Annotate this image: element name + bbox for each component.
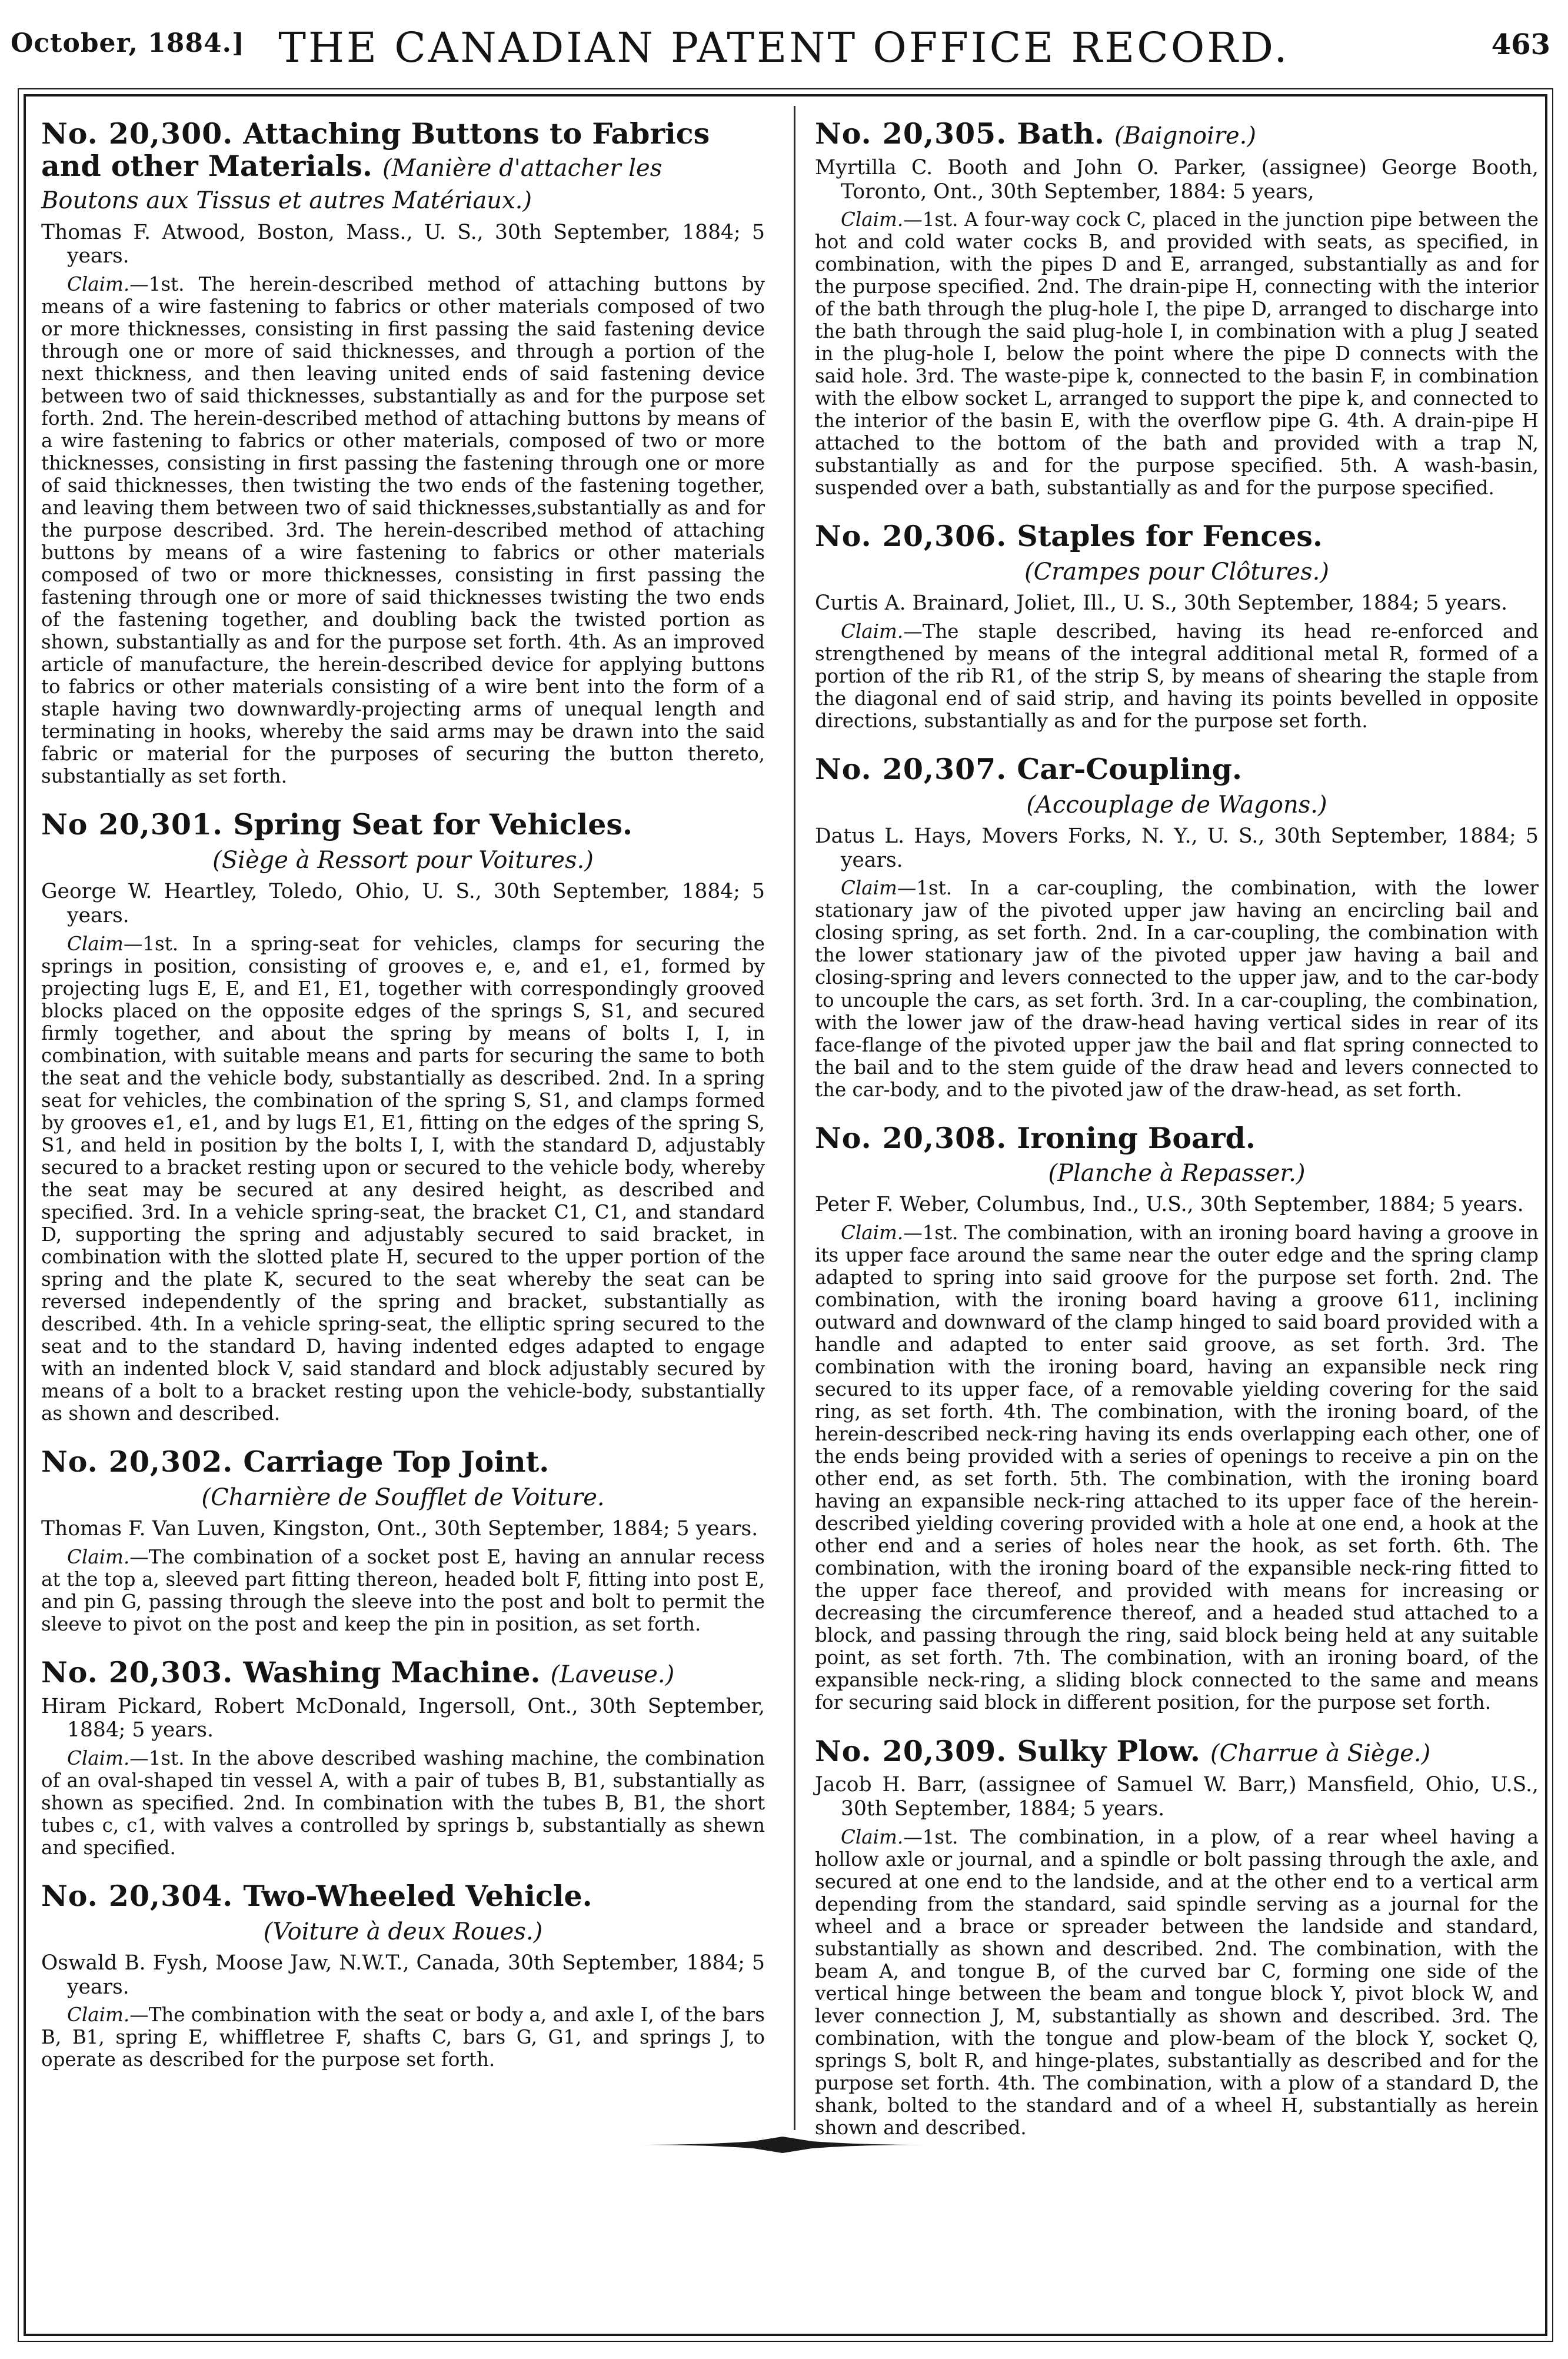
- patent-entry: [41, 1656, 765, 1859]
- claim-body: —The staple described, having its head re-enforced and strengthened by means of the integral additional metal R, formed of a portion of the rib R1, of the strip S, by means of shearing the staple from the diagonal end of said strip, and having its points bevelled in opposite directions, substantially as and for the purpose set forth.: [815, 620, 1539, 733]
- claim-label: Claim.: [841, 1222, 904, 1245]
- patent-entry: [815, 753, 1539, 1100]
- patentee: Thomas F. Atwood, Boston, Mass., U. S., 30th September, 1884; 5 years.: [41, 220, 765, 268]
- claim-text: [815, 208, 1539, 499]
- patentee: Hiram Pickard, Robert McDonald, Ingersoll, Ont., 30th September, 1884; 5 years.: [41, 1694, 765, 1742]
- claim-text: [41, 1747, 765, 1859]
- column-divider: [794, 106, 795, 2130]
- ornament-rule-icon: [635, 2133, 930, 2157]
- left-column: [41, 118, 765, 2092]
- claim-label: Claim.: [67, 1746, 130, 1769]
- french-title: (Siège à Ressort pour Voitures.): [212, 847, 594, 874]
- french-title: (Charrue à Siège.): [1210, 1739, 1431, 1767]
- patentee: Datus L. Hays, Movers Forks, N. Y., U. S., 30th September, 1884; 5 years.: [815, 824, 1539, 872]
- entry-heading: [815, 1735, 1539, 1768]
- claim-body: —1st. The combination, with an ironing board having a groove in its upper face around the same near the outer edge and the spring clamp adapted to spring into said groove for the purpose set forth. 2nd. The combination, with the ironing board having a groove 611, inclining outward and downward of the clamp hinged to said board provided with a handle and adapted to enter said groove, as set forth. 3rd. The combination with the ironing board, having an expansible neck ring secured to its upper face, of a removable yielding covering for the said ring, as set forth. 4th. The combination, with the ironing board, of the herein-described neck-ring having its ends overlapping each other, one of the ends being provided with a series of openings to receive a pin on the other end, as set forth. 5th. The combination, with the ironing board having an expansible neck-ring attached to its upper face of the herein-described yielding covering provided with a hole at one end, a hook at the other end and a series of holes near the hook, as set forth. 6th. The combination, with the ironing board of the expansible neck-ring fitted to the upper face thereof, and provided with means for increasing or decreasing the circumference thereof, and a headed stud attached to a block, and passing through the ring, said block being held at any suitable point, as set forth. 7th. The combination, with an ironing board, of the expansible neck-ring, a sliding block connected to the same and means for securing said block in different position, for the purpose set forth.: [815, 1222, 1539, 1714]
- claim-body: —1st. In the above described washing machine, the combination of an oval-shaped tin vessel A, with a pair of tubes B, B1, substantially as shown as specified. 2nd. In combination with the tubes B, B1, the short tubes c, c1, with valves a controlled by springs b, substantially as shewn and specified.: [41, 1746, 765, 1859]
- patent-title: Ironing Board.: [1017, 1120, 1256, 1155]
- claim-text: [41, 273, 765, 787]
- french-title: (Manière d'attacher les Boutons aux Tissus et autres Matériaux.): [41, 154, 663, 214]
- entry-heading: [815, 520, 1539, 553]
- patent-number: No 20,301.: [41, 807, 224, 842]
- patentee: Thomas F. Van Luven, Kingston, Ont., 30th September, 1884; 5 years.: [41, 1516, 758, 1540]
- entry-heading: [41, 118, 765, 215]
- claim-label: Claim.: [841, 1825, 904, 1848]
- patentee: Jacob H. Barr, (assignee of Samuel W. Barr,) Mansfield, Ohio, U.S., 30th September, 1884; 5 years.: [815, 1773, 1539, 1821]
- patent-entry: [41, 1446, 765, 1635]
- claim-text: [41, 933, 765, 1425]
- patent-title: Car-Coupling.: [1017, 752, 1243, 787]
- claim-label: Claim: [67, 932, 124, 955]
- french-title: (Crampes pour Clôtures.): [1024, 558, 1329, 586]
- entry-heading: [815, 118, 1539, 150]
- entry-heading: [815, 753, 1539, 786]
- entry-heading: [815, 1122, 1539, 1154]
- claim-text: [41, 2004, 765, 2071]
- claim-label: Claim.: [841, 620, 904, 643]
- claim-body: —1st. A four-way cock C, placed in the junction pipe between the hot and cold water cocks B, and provided with seats, as specified, in combination, with the pipes D and E, arranged, substantially as and for the purpose specified. 2nd. The drain-pipe H, connecting with the interior of the bath through the plug-hole I, the pipe D, arranged to discharge into the bath through the said plug-hole I, in combination with a plug J seated in the plug-hole I, below the point where the pipe D connects with the said hole. 3rd. The waste-pipe k, connected to the basin F, in combination with the elbow socket L, arranged to support the pipe k, and connected to the interior of the basin E, with the overflow pipe G. 4th. A drain-pipe H attached to the bottom of the bath and provided with a trap N, substantially as and for the purpose specified. 5th. A wash-basin, suspended over a bath, substantially as and for the purpose specified.: [815, 208, 1539, 500]
- french-title: (Laveuse.): [550, 1661, 675, 1688]
- french-title: (Accouplage de Wagons.): [1026, 791, 1327, 819]
- issue-date: October, 1884.]: [11, 28, 245, 58]
- patent-number: No. 20,308.: [815, 1120, 1007, 1155]
- entry-heading: [41, 1656, 765, 1689]
- patent-number: No. 20,307.: [815, 752, 1007, 787]
- patent-title: Carriage Top Joint.: [243, 1445, 550, 1479]
- patent-title: Washing Machine.: [243, 1655, 541, 1689]
- claim-body: —1st. The combination, in a plow, of a rear wheel having a hollow axle or journal, and a spindle or bolt passing through the axle, and secured at one end to the landside, and at the other end to a vertical arm depending from the standard, said spindle serving as a journal for the wheel and a brace or spreader between the landside and standard, substantially as shown and described. 2nd. The combination, with the beam A, and tongue B, of the curved bar C, forming one side of the vertical hinge between the beam and tongue block Y, pivot block W, and lever connection J, M, substantially as shown and described. 3rd. The combination, with the tongue and plow-beam of the block Y, socket Q, springs S, bolt R, and hinge-plates, substantially as described and for the purpose set forth. 4th. The combination, with a plow of a standard D, the shank, bolted to the standard and of a wheel H, substantially as herein shown and described.: [815, 1825, 1539, 2139]
- patent-number: No. 20,305.: [815, 117, 1007, 151]
- claim-body: —1st. In a car-coupling, the combination, with the lower stationary jaw of the pivoted upper jaw having an encircling bail and closing spring, as set forth. 2nd. In a car-coupling, the combination with the lower stationary jaw of the pivoted upper jaw having a bail and closing-spring and levers connected to the upper jaw, and to the car-body to uncouple the cars, as set forth. 3rd. In a car-coupling, the combination, with the lower jaw of the draw-head having vertical sides in rear of its face-flange of the pivoted upper jaw the bail and flat spring connected to the bail and to the stem guide of the draw head and levers connected to the car-body, and to the pivoted jaw of the draw-head, as set forth.: [815, 877, 1539, 1101]
- patent-number: No. 20,303.: [41, 1655, 234, 1689]
- french-title: (Charnière de Soufflet de Voiture.: [201, 1483, 605, 1511]
- claim-body: —1st. In a spring-seat for vehicles, clamps for securing the springs in position, consisting of grooves e, e, and e1, e1, formed by projecting lugs E, E, and E1, E1, together with correspondingly grooved blocks placed on the opposite edges of the springs S, S1, and secured firmly together, and about the spring by means of bolts I, I, in combination, with suitable means and parts for securing the same to both the seat and the vehicle body, substantially as described. 2nd. In a spring seat for vehicles, the combination of the spring S, S1, and clamps formed by grooves e1, e1, and by lugs E1, E1, fitting on the edges of the spring S, S1, and held in position by the bolts I, I, with the standard D, adjustably secured to a bracket resting upon or secured to the vehicle body, whereby the seat may be secured at any desired height, as described and specified. 3rd. In a vehicle spring-seat, the bracket C1, C1, and standard D, supporting the spring and adjustably secured to said bracket, in combination with the slotted plate H, secured to the upper portion of the spring and the plate K, secured to the seat whereby the seat can be reversed independently of the spring and bracket, substantially as described. 4th. In a vehicle spring-seat, the elliptic spring secured to the seat and to the standard D, having indented edges adapted to engage with an indented block V, said standard and block adjustably secured by means of a bolt to a bracket resting upon the vehicle-body, substantially as shown and described.: [41, 932, 765, 1425]
- patent-title: Attaching Buttons to Fabrics and other Materials.: [41, 117, 710, 183]
- claim-text: [815, 1826, 1539, 2139]
- patent-number: No. 20,309.: [815, 1734, 1007, 1768]
- patent-number: No. 20,304.: [41, 1879, 234, 1914]
- claim-label: Claim: [841, 877, 897, 900]
- french-title: (Baignoire.): [1114, 122, 1256, 149]
- entry-heading: [41, 808, 765, 841]
- claim-text: [41, 1546, 765, 1635]
- patentee: Peter F. Weber, Columbus, Ind., U.S., 30th September, 1884; 5 years.: [815, 1193, 1524, 1217]
- right-column: [815, 118, 1539, 2160]
- patent-entry: [815, 520, 1539, 732]
- claim-label: Claim.: [67, 273, 130, 296]
- patent-title: Staples for Fences.: [1017, 519, 1323, 554]
- french-title: (Planche à Repasser.): [1048, 1160, 1306, 1187]
- claim-text: [815, 620, 1539, 732]
- claim-label: Claim.: [841, 208, 904, 231]
- patent-number: No. 20,306.: [815, 519, 1007, 554]
- claim-body: —The combination of a socket post E, having an annular recess at the top a, sleeved part fitting thereon, headed bolt F, fitting into post E, and pin G, passing through the sleeve into the post and bolt to permit the sleeve to pivot on the post and keep the pin in position, as set forth.: [41, 1545, 765, 1635]
- patent-entry: [41, 808, 765, 1425]
- patent-entry: [815, 1735, 1539, 2140]
- entry-heading: [41, 1880, 765, 1912]
- patent-entry: [41, 118, 765, 787]
- claim-text: [815, 877, 1539, 1100]
- page-number: 463: [1491, 28, 1550, 61]
- entry-heading: [41, 1446, 765, 1478]
- claim-label: Claim.: [67, 1545, 130, 1568]
- publication-title: THE CANADIAN PATENT OFFICE RECORD.: [278, 24, 1290, 72]
- patentee: Curtis A. Brainard, Joliet, Ill., U. S., 30th September, 1884; 5 years.: [815, 591, 1508, 615]
- patentee: Oswald B. Fysh, Moose Jaw, N.W.T., Canada, 30th September, 1884; 5 years.: [41, 1951, 765, 1999]
- patentee: Myrtilla C. Booth and John O. Parker, (assignee) George Booth, Toronto, Ont., 30th September, 1884: 5 years,: [815, 155, 1539, 204]
- patentee: George W. Heartley, Toledo, Ohio, U. S., 30th September, 1884; 5 years.: [41, 880, 765, 927]
- patent-title: Two-Wheeled Vehicle.: [243, 1879, 592, 1914]
- patent-number: No. 20,300.: [41, 117, 234, 151]
- patent-title: Sulky Plow.: [1017, 1734, 1200, 1768]
- patent-title: Bath.: [1017, 117, 1104, 151]
- claim-body: —The combination with the seat or body a, and axle I, of the bars B, B1, spring E, whiffletree F, shafts C, bars G, G1, and springs J, to operate as described for the purpose set forth.: [41, 2004, 765, 2071]
- claim-label: Claim.: [67, 2004, 130, 2027]
- patent-entry: [815, 118, 1539, 499]
- claim-text: [815, 1222, 1539, 1713]
- page-header: [0, 0, 1568, 88]
- claim-body: —1st. The herein-described method of attaching buttons by means of a wire fastening to fabrics or other materials composed of two or more thicknesses, consisting in first passing the said fastening device through one or more of said thicknesses, and through a portion of the next thickness, and then leaving united ends of said fastening device between two of said thicknesses, substantially as and for the purpose set forth. 2nd. The herein-described method of attaching buttons by means of a wire fastening to fabrics or other materials, composed of two or more thicknesses, consisting in first passing the fastening through one or more of said thicknesses, then twisting the two ends of the fastening together, and leaving them between two of said thicknesses,substantially as and for the purpose described. 3rd. The herein-described method of attaching buttons by means of a wire fastening to fabrics or other materials composed of two or more thicknesses, consisting in first passing the fastening through one or more of said thicknesses twisting the two ends of the fastening together, and doubling back the twisted portion as shown, substantially as and for the purpose set forth. 4th. As an improved article of manufacture, the herein-described device for applying buttons to fabrics or other materials consisting of a wire bent into the form of a staple having two downwardly-projecting arms of unequal length and terminating in hooks, whereby the said arms may be drawn into the said fabric or material for the purposes of securing the button thereto, substantially as set forth.: [41, 273, 765, 788]
- patent-entry: [815, 1122, 1539, 1714]
- french-title: (Voiture à deux Roues.): [263, 1918, 543, 1945]
- patent-title: Spring Seat for Vehicles.: [233, 807, 633, 842]
- patent-number: No. 20,302.: [41, 1445, 234, 1479]
- patent-entry: [41, 1880, 765, 2071]
